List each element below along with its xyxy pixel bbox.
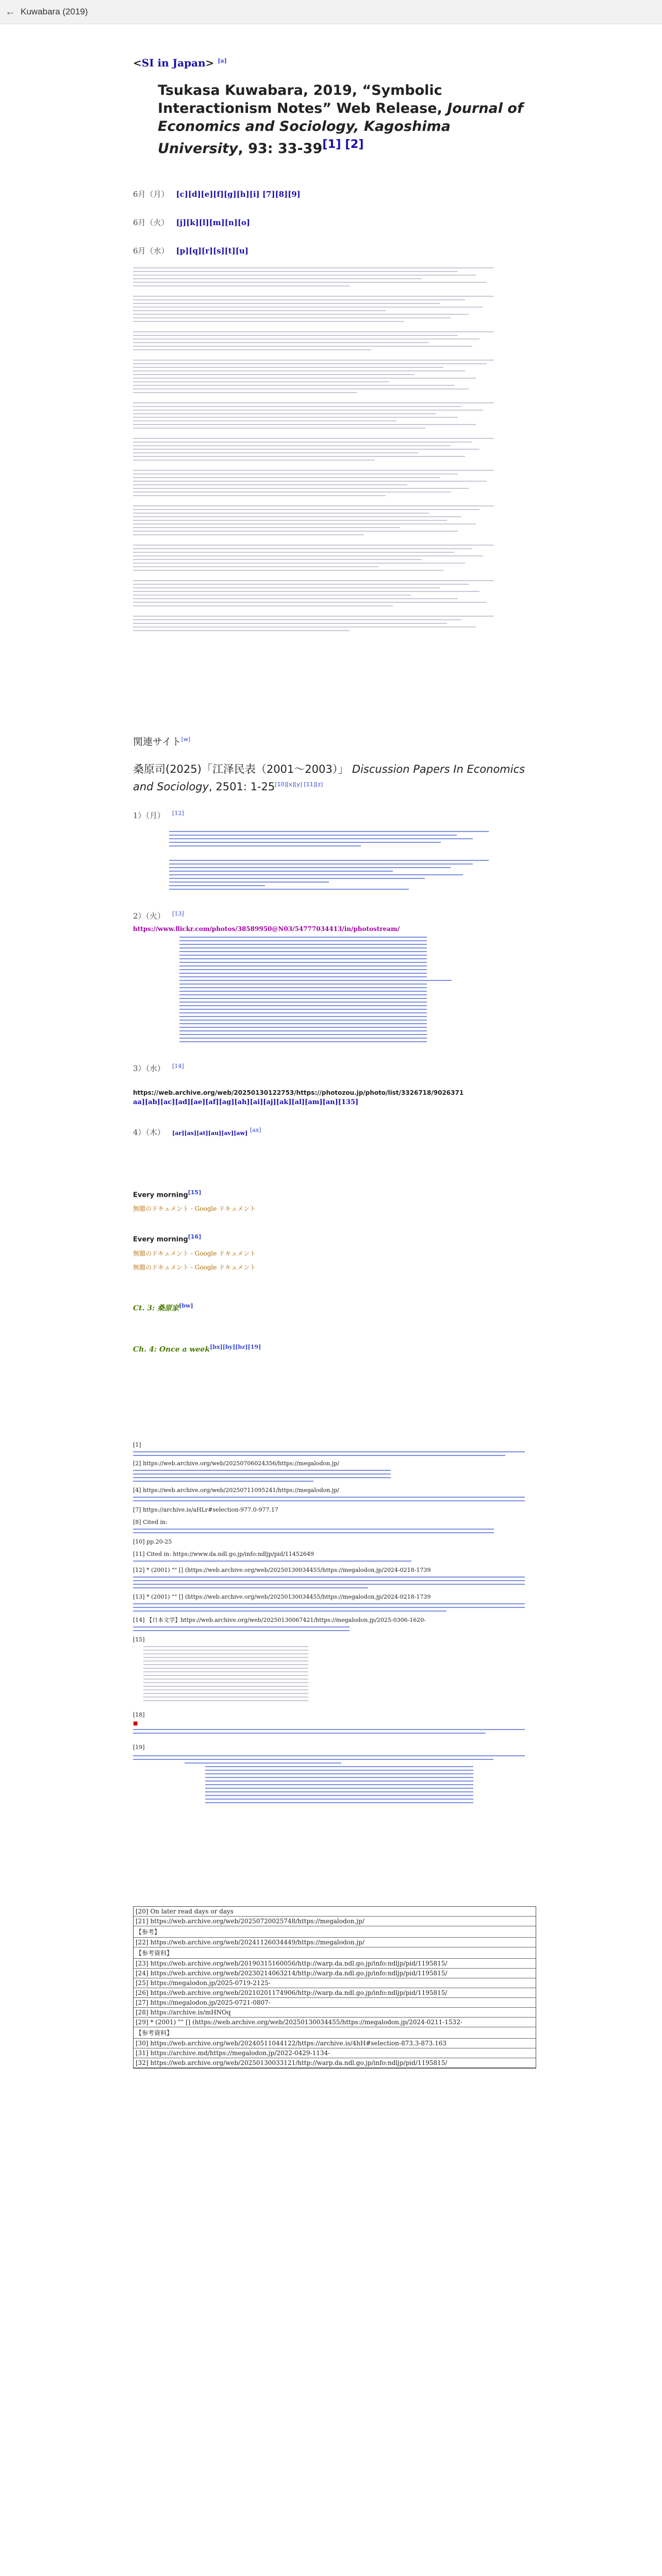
footnote: [15] [133, 1636, 145, 1643]
sub-section-2: 2）（火） [13] https://www.flickr.com/photos/38589950@N03/54777034413/in/photostream/ [133, 910, 535, 1042]
list-item: 6月（水） [p][q][r][s][t][u] [133, 246, 249, 256]
footnote[interactable]: [7] https://archive.is/aHLr#selection-977.0-977.17 [133, 1506, 278, 1513]
list-item: 6月（月） [c][d][e][f][g][h][i] [7][8][9] [133, 190, 301, 199]
list-item: 6月（火） [j][k][l][m][n][o] [133, 218, 251, 227]
footnote[interactable]: [2] https://web.archive.org/web/20250706024356/https://megalodon.jp/ [133, 1460, 339, 1467]
footnote[interactable]: [14] 【日本文学】https://web.archive.org/web/20250130067421/https://megalodon.jp/2025-0306-1620- [133, 1616, 426, 1623]
chapter-3-heading: Ct. 3: 桑原家[bw] [133, 1302, 193, 1313]
google-doc-link[interactable]: 無題のドキュメント - Google ドキュメント [133, 1249, 256, 1257]
table-row[interactable]: [24] https://web.archive.org/web/20230214063214/http://warp.da.ndl.go.jp/info:ndljp/pid/1195815/ [134, 1969, 536, 1978]
paper-refs[interactable]: [10][x][y] [11][z] [275, 781, 323, 788]
sub-section-4: 4）（木） [ar][as][at][au][av][aw] [ax] [133, 1127, 261, 1137]
photozou-link[interactable]: https://web.archive.org/web/20250130122753/https://photozou.jp/photo/list/3326718/9026371 [133, 1089, 464, 1096]
table-row: [20] On later read days or days [134, 1907, 536, 1917]
every-morning-2: Every morning[16] 無題のドキュメント - Google ドキュメント 無題のドキュメント - Google ドキュメント [133, 1233, 535, 1271]
sub-section-3: 3）（水） [14] https://web.archive.org/web/20250130122753/https://photozou.jp/photo/list/3326718/9026371 aa][ab][ac][ad][ae][af][ag][ah][ai][aj][ak][al][am][an][135] [133, 1063, 535, 1106]
footnote[interactable]: [12] * (2001) "" [] (https://web.archive.org/web/20250130034455/https://megalodon.jp/2024-0218-1739 [133, 1566, 431, 1573]
table-row: 【参考資料】 [134, 1947, 536, 1959]
browser-tab-bar [0, 0, 662, 24]
table-row[interactable]: [22] https://web.archive.org/web/20241126034449/https://megalodon.jp/ [134, 1938, 536, 1947]
table-row[interactable]: [31] https://archive.md/https://megalodon.jp/2022-0429-1134- [134, 2048, 536, 2058]
sub-section-1: 1）（月） [12] [133, 810, 535, 890]
title-refs[interactable]: [1] [2] [322, 138, 364, 151]
tab-title: Kuwabara (2019) [21, 7, 88, 16]
footnote[interactable]: [13] * (2001) "" [] (https://web.archive.org/web/20250130034455/https://megalodon.jp/2024-0218-1739 [133, 1593, 431, 1600]
related-section: 関連サイト[w] 桑原司(2025)「江泽民表（2001〜2003）」 Discussion Papers In Economics and Sociology, 2501: 1-25[10][x][y] [11][z] [133, 734, 535, 794]
item-links[interactable]: [p][q][r][s][t][u] [176, 246, 249, 256]
table-row[interactable]: [27] https://megalodon.jp/2025-0721-0807- [134, 1998, 536, 2008]
google-doc-link[interactable]: 無題のドキュメント - Google ドキュメント [133, 1263, 256, 1271]
document-page [133, 57, 535, 2072]
footnotes [133, 1442, 535, 1803]
page-title: Tsukasa Kuwabara, 2019, “Symbolic Interactionism Notes” Web Release, Journal of Economics and Sociology, Kagoshima University, 93: 33-39[1] [2] [158, 82, 523, 157]
table-row[interactable]: [28] https://archive.is/mHNOq [134, 2008, 536, 2018]
paper-citation: 桑原司(2025)「江泽民表（2001〜2003）」 Discussion Papers In Economics and Sociology, 2501: 1-25[10][x][y] [11][z] [133, 763, 525, 793]
item-links[interactable]: [j][k][l][m][n][o] [176, 218, 251, 227]
chapter-4-heading: Ch. 4: Once a week[bx][by][bz][19] [133, 1344, 261, 1354]
footnote: [10] pp.20-25 [133, 1538, 172, 1545]
table-row[interactable]: [29] * (2001) "" [] (https://web.archive.org/web/20250130034455/https://megalodon.jp/2024-0211-1532- [134, 2018, 536, 2027]
table-row[interactable]: [30] https://web.archive.org/web/20240511044122/https://archive.is/4hH#selection-873.3-873.163 [134, 2039, 536, 2048]
breadcrumb: <SI in Japan> [a] [133, 57, 227, 69]
table-row: 【参考】 [134, 1926, 536, 1938]
flickr-link-list[interactable] [179, 937, 427, 1042]
table-row[interactable]: [25] https://megalodon.jp/2025-0719-2125- [134, 1978, 536, 1988]
footnote[interactable]: [11] Cited in: https://www.da.ndl.go.jp/info:ndljp/pid/11452649 [133, 1550, 314, 1557]
breadcrumb-link[interactable]: SI in Japan [141, 57, 206, 69]
link-list[interactable] [169, 831, 489, 890]
footnote: [18] [133, 1711, 145, 1718]
photozou-refs[interactable]: aa][ab][ac][ad][ae][af][ag][ah][ai][aj][ak][al][am][an][135] [133, 1098, 359, 1106]
footnote-red-note: ■ [133, 1720, 138, 1726]
reference-table [133, 1906, 535, 2069]
body-text-block [133, 267, 494, 631]
table-row[interactable]: [21] https://web.archive.org/web/20250720025748/https://megalodon.jp/ [134, 1917, 536, 1926]
footnote: [8] Cited in: [133, 1518, 168, 1526]
flickr-heading-link[interactable]: https://www.flickr.com/photos/38589950@N03/54777034413/in/photostream/ [133, 925, 400, 933]
footnote: [19] [133, 1743, 145, 1751]
footnote: [1] [133, 1441, 141, 1448]
footnote[interactable]: [4] https://web.archive.org/web/20250711095241/https://megalodon.jp/ [133, 1486, 339, 1494]
item-links[interactable]: [c][d][e][f][g][h][i] [7][8][9] [176, 190, 301, 199]
every-morning-1: Every morning[15] 無題のドキュメント - Google ドキュメント [133, 1189, 535, 1213]
back-arrow-icon[interactable]: ← [5, 6, 15, 18]
table-row: 【参考資料】 [134, 2027, 536, 2039]
breadcrumb-note[interactable]: [a] [218, 57, 227, 64]
google-doc-link[interactable]: 無題のドキュメント - Google ドキュメント [133, 1205, 256, 1213]
table-row[interactable]: [23] https://web.archive.org/web/20190315160056/http://warp.da.ndl.go.jp/info:ndljp/pid/1195815/ [134, 1959, 536, 1969]
table-row[interactable]: [32] https://web.archive.org/web/20250130033121/http://warp.da.ndl.go.jp/info:ndljp/pid/1195815/ [134, 2058, 536, 2068]
table-row[interactable]: [26] https://web.archive.org/web/20210201174906/http://warp.da.ndl.go.jp/info:ndljp/pid/1195815/ [134, 1988, 536, 1998]
